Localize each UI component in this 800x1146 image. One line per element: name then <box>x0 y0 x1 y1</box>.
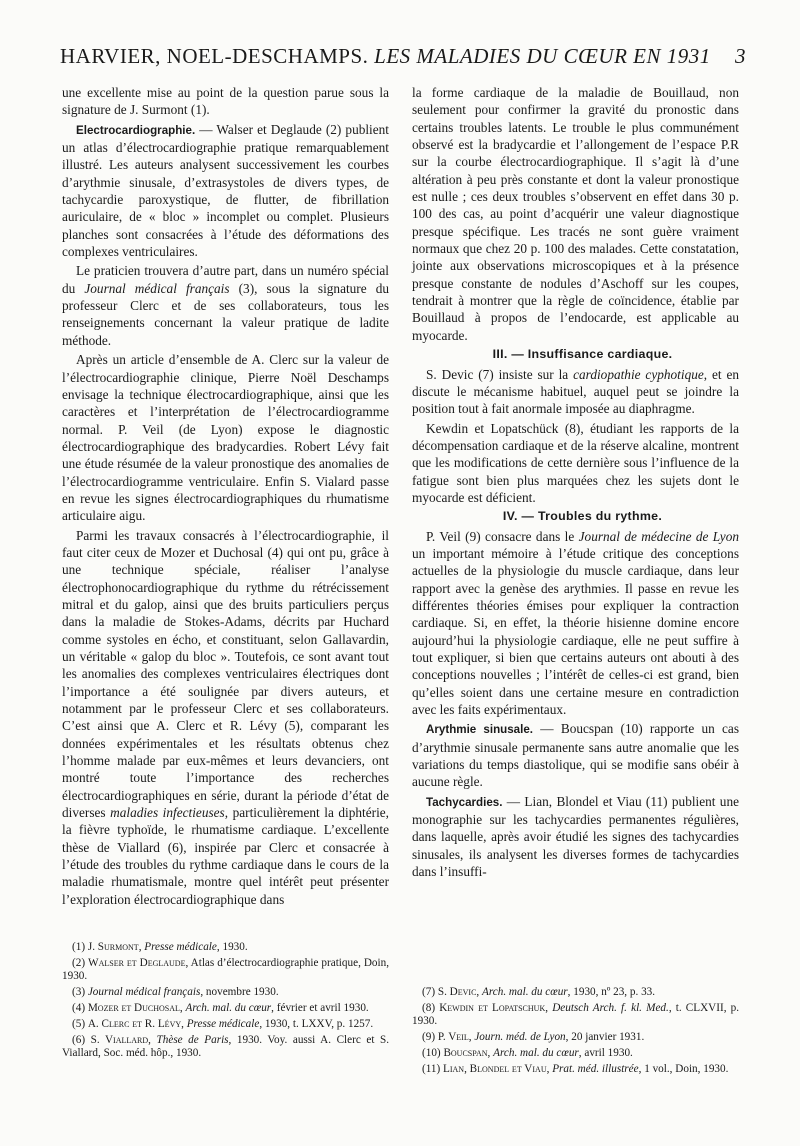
footnote-number: (3) <box>72 986 88 999</box>
footnote-number: (6) <box>72 1033 91 1046</box>
header-authors: HARVIER, NOEL-DESCHAMPS. <box>60 44 369 68</box>
footnote-source: Arch. mal. du cœur <box>482 986 568 998</box>
footnote-source: Prat. méd. illustrée <box>552 1063 639 1076</box>
journal-title: Journal de médecine de Lyon <box>578 528 739 544</box>
footnote-sep: , <box>487 1047 494 1060</box>
paragraph-text: — Walser et Deglaude (2) publient un atlas d’électrocardiographie pratique remarquablement illustré. Les auteurs analysent successivement les courbes d’arythmie sinusale, d’extrasystoles de divers types, de tachycardie paroxystique, de flutter, de fibrillation auriculaire, de « bloc » incomplet ou complet. Plusieurs planches sont consacrées à l’étude des déformations des complexes ventriculaires. <box>62 121 389 260</box>
footnote-sep: , <box>476 986 482 998</box>
footnote <box>62 1034 389 1061</box>
footnote-source: Deutsch Arch. f. kl. Med. <box>552 1001 669 1014</box>
paragraph: la forme cardiaque de la maladie de Bouillaud, non seulement pour confirmer la gravité du pronostic dans certains troubles latents. Le trouble le plus communément observé est la bradycardie et l’allongement de l’espace P.R sur la courbe électrocardiographique. Il s’agit là d’une altération à peu près constante et dont la valeur pronostique est nulle ; ces deux troubles s’observent en effet dans 30 p. 100 des cas, au point d’acquérir une valeur diagnostique presque spécifique. Les tracés ne sont guère vraiment normaux que chez 20 p. 100 des malades. Cette constatation, jointe aux observations microscopiques et à la présence presque constante de nodules d’Aschoff sur les coupes, tendrait à montrer que la règle de coïncidence, établie par Bouillaud à propos de l’endocarde, est applicable au myocarde. <box>412 85 739 343</box>
footnote-source: Journ. méd. de Lyon <box>474 1031 566 1044</box>
footnote-author: Walser et Deglaude <box>88 956 186 969</box>
paragraph-electrocardiographie <box>62 121 389 261</box>
italic-term: cardiopathie cyphotique <box>573 366 704 382</box>
footnote-rest: , 1930. Voy. aussi A. Clerc et S. Viallard, Soc. méd. hôp., 1930. <box>62 1033 390 1060</box>
footnote-number: (9) <box>422 1031 438 1044</box>
paragraph <box>62 527 389 909</box>
paragraph-text: , et en discute le mécanisme habituel, auquel peut se joindre la position tout à fait anormale imposée au diaphragme. <box>412 366 740 417</box>
footnote-author: S. Devic <box>437 986 477 998</box>
footnote-sep: , <box>148 1033 157 1046</box>
paragraph: Après un article d’ensemble de A. Clerc sur la valeur de l’électrocardiographie clinique, Pierre Noël Deschamps envisage la technique électrocardiographique, ainsi que les caractères et l’interprétation de l’électrocardiogramme normal. P. Veil (de Lyon) expose le diagnostic électrocardiographique des bradycardies. Robert Lévy fait une étude résumée de la valeur pronostique des anomalies de l’électrocardiogramme ventriculaire. Enfin S. Vialard passe en revue les signes électrocardiographiques du rhumatisme articulaire aigu. <box>62 352 389 524</box>
footnote-number: (8) <box>422 1001 440 1014</box>
header-title: LES MALADIES DU CŒUR EN 1931 <box>374 44 711 68</box>
footnote-rest: , avril 1930. <box>578 1047 633 1060</box>
paragraph-text: un important mémoire à l’étude critique des conceptions actuelles de la physiologie du muscle cardiaque, dans leur rapport avec la genèse des arythmies. Il passe en revue les différentes théories émises pour expliquer la contraction cardiaque. Si, en effet, la théorie hisienne domine encore aujourd’hui la physiologie cardiaque, elle ne peut suffire à tout expliquer, si bien que certains auteurs ont abouti à des conceptions nouvelles ; l’intérêt de celles-ci est grand, bien qu’elles soient dans une certaine mesure en contradiction avec les faits expérimentaux. <box>412 545 739 718</box>
footnote <box>62 986 389 999</box>
footnote <box>412 1002 739 1029</box>
footnote-author: Mozer et Duchosal <box>87 1002 180 1015</box>
footnotes-left <box>62 941 389 1063</box>
paragraph-arythmie <box>412 720 739 790</box>
footnotes-right <box>412 986 739 1079</box>
paragraph: une excellente mise au point de la question parue sous la signature de J. Surmont (1). <box>62 85 389 118</box>
footnote-author: P. Veil <box>437 1031 469 1044</box>
paragraph-text: Le praticien trouvera d’autre part, dans un numéro spécial du <box>62 263 389 296</box>
footnote-source: Arch. mal. du cœur <box>493 1047 579 1060</box>
footnote-source: Arch. mal. du cœur <box>185 1002 272 1015</box>
paragraph-text: — Lian, Blondel et Viau (11) publient une monographie sur les tachycardies permanentes régulières, dans laquelle, après avoir étudié les signes des tachycardies sinusales, ils analysent les diverses formes de tachycardies dans l’insuffi- <box>412 793 739 880</box>
footnote <box>412 986 739 999</box>
paragraph <box>412 366 739 418</box>
footnote-number: (11) <box>422 1063 444 1076</box>
footnote-sep: , <box>546 1063 553 1076</box>
paragraph-text: , particulièrement la diphtérie, la fièvre typhoïde, le rhumatisme cardiaque. L’excellente thèse de Viallard (6), inspirée par Clerc et consacrée à l’étude des troubles du rythme cardiaque dans le cours de la maladie rhumatismale, montre quel intérêt peut présenter l’exploration électrocardiographique dans <box>62 805 389 907</box>
run-in-heading: Electrocardiographie. <box>76 123 196 137</box>
footnote-rest: , 20 janvier 1931. <box>565 1031 645 1044</box>
paragraph-text: Parmi les travaux consacrés à l’électrocardiographie, il faut citer ceux de Mozer et Duchosal (4) qui ont pu, grâce à une technique spéciale, réaliser l’analyse électrophonocardiographique du rythme du rétrécissement mitral et du galop, ainsi que des bruits particuliers perçus dans la maladie de Stokes-Adams, décrits par Huchard comme systoles en écho, et constituant, selon Gallavardin, un véritable « galop du bloc ». Toutefois, ce sont avant tout les anomalies des complexes ventriculaires électriques dont l’importance a été soulignée par divers auteurs, et notamment par le professeur Clerc et ses collaborateurs. C’est ainsi que A. Clerc et R. Lévy (5), comparant les données expérimentales et les résultats obtenus chez l’homme malade par eux-mêmes et leurs devanciers, ont montré toute l’importance des recherches électrocardiographiques en série, durant la période d’état de diverses <box>62 527 389 821</box>
footnote-author: Kewdin et Lopatschuk <box>439 1001 546 1014</box>
footnote-author: J. Surmont <box>87 941 139 953</box>
paragraph <box>62 262 389 349</box>
footnote-sep: , <box>185 956 191 969</box>
footnote-rest: Atlas d’électrocardiographie pratique, Doin, 1930. <box>62 956 389 983</box>
footnote <box>412 1063 739 1076</box>
running-header <box>60 44 746 76</box>
paragraph-text: (3), sous la signature du professeur Clerc et de ses collaborateurs, tous les renseignements concernant la valeur pratique de ladite méthode. <box>62 280 390 348</box>
paragraph: Kewdin et Lopatschück (8), étudiant les rapports de la décompensation cardiaque et de la réserve alcaline, montrent que les modifications de cette dernière sous l’influence de la fatigue sont bien plus marquées chez les sujets dont le myocarde est déficient. <box>412 420 739 505</box>
footnote <box>62 941 389 954</box>
section-heading-insuffisance: III. — Insuffisance cardiaque. <box>492 347 673 362</box>
run-in-heading: Tachycardies. <box>426 795 503 809</box>
footnote-sep: , <box>181 1018 187 1031</box>
footnote-number: (10) <box>422 1047 444 1060</box>
footnote <box>62 1002 389 1015</box>
footnote-rest: , 1930, nº 23, p. 33. <box>567 986 656 998</box>
footnote <box>412 1047 739 1060</box>
footnote <box>62 957 389 984</box>
footnote-number: (2) <box>72 956 89 969</box>
footnote-source: Presse médicale <box>186 1018 260 1031</box>
paragraph-text: P. Veil (9) consacre dans le <box>426 528 579 544</box>
footnote-author: Lian, Blondel et Viau <box>443 1063 547 1076</box>
paragraph-tachycardies <box>412 793 739 881</box>
footnote-author: Boucspan <box>443 1047 488 1060</box>
footnote-number: (1) <box>72 941 88 953</box>
paragraph-text: — Boucspan (10) rapporte un cas d’arythmie sinusale permanente sans autre anomalie que les variations du temps diastolique, qui se modifie sans obéir à aucune règle. <box>412 721 739 790</box>
section-heading-rythme: IV. — Troubles du rythme. <box>502 509 663 524</box>
footnote <box>62 1018 389 1031</box>
footnote-number: (5) <box>72 1018 88 1031</box>
footnote-sep: , <box>179 1002 186 1015</box>
footnote-rest: , février et avril 1930. <box>271 1002 369 1015</box>
footnote-number: (4) <box>72 1002 88 1015</box>
footnote-rest: , 1 vol., Doin, 1930. <box>638 1063 729 1076</box>
paragraph <box>412 528 739 719</box>
italic-term: maladies infectieuses <box>110 805 225 821</box>
footnote-rest: , novembre 1930. <box>200 986 279 999</box>
footnote-sep: , <box>545 1001 553 1014</box>
page-number: 3 <box>735 44 746 68</box>
footnote-rest: , 1930, t. LXXV, p. 1257. <box>259 1018 374 1031</box>
footnote-rest: , 1930. <box>216 941 248 953</box>
footnote-source: Thèse de Paris <box>156 1033 229 1046</box>
footnote-sep: , <box>138 941 145 953</box>
footnote <box>412 1031 739 1044</box>
right-column <box>412 84 739 882</box>
footnote-author: A. Clerc et R. Lévy <box>87 1018 182 1031</box>
footnote-author: S. Viallard <box>90 1033 149 1046</box>
footnote-number: (7) <box>422 986 438 998</box>
footnote-sep: , <box>468 1031 475 1044</box>
paragraph-text: S. Devic (7) insiste sur la <box>426 366 574 382</box>
footnote-rest: , t. CLXVII, p. 1930. <box>412 1001 740 1028</box>
footnote-source: Journal médical français <box>87 986 201 999</box>
journal-title: Journal médical français <box>84 280 230 296</box>
run-in-heading: Arythmie sinusale. <box>426 723 534 737</box>
left-column <box>62 84 389 910</box>
footnote-source: Presse médicale <box>144 941 217 953</box>
